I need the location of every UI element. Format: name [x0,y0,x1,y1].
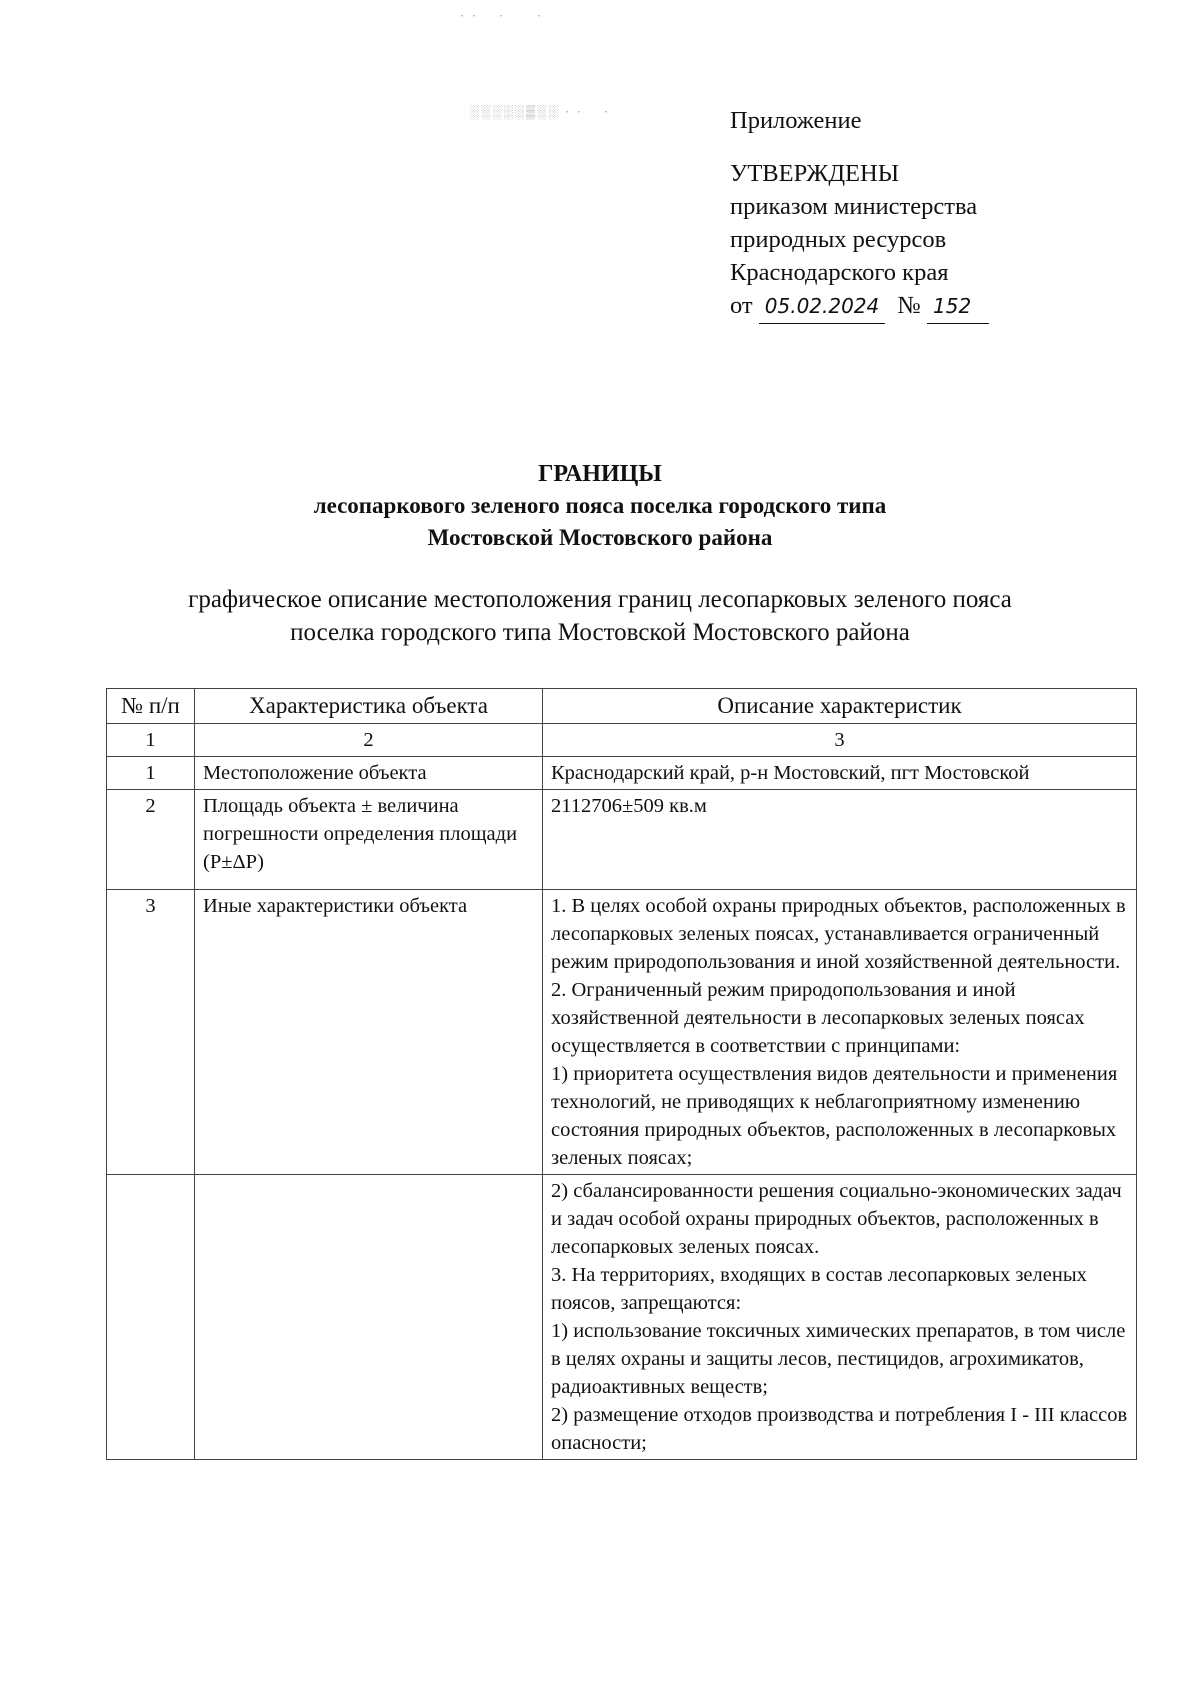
title-line-1: ГРАНИЦЫ [538,461,662,487]
index-cell: 2 [195,724,543,757]
row-description [543,890,1137,1175]
handwritten-date: 05.02.2024 [759,290,886,324]
index-cell: 1 [107,724,195,757]
number-prefix: № [897,292,921,319]
row-num [107,1175,195,1460]
row-num: 2 [107,790,195,890]
description-paragraph: 2. Ограниченный режим природопользования и иной хозяйственной деятельности в лесопарковых зеленых поясах осуществляется в соответствии с принципами: [551,979,1085,1057]
approval-date-line [730,289,989,324]
subtitle-line-1: графическое описание местоположения границ лесопарковых зеленого пояса [188,586,1012,613]
description-paragraph: 1) использование токсичных химических препаратов, в том числе в целях охраны и защиты лесов, пестицидов, агрохимикатов, радиоактивных веществ; [551,1320,1126,1398]
description-paragraph: 2112706±509 кв.м [551,795,707,817]
appendix-label: Приложение [730,107,862,134]
document-title [0,458,1200,554]
title-line-3: Мостовской Мостовского района [427,525,773,550]
title-line-2: лесопаркового зеленого пояса поселка городского типа [313,493,887,518]
row-description [543,1175,1137,1460]
description-paragraph: Краснодарский край, р-н Мостовский, пгт Мостовской [551,762,1030,784]
document-subtitle [0,583,1200,649]
subtitle-line-2: поселка городского типа Мостовской Мостовского района [290,619,910,646]
approval-block [730,104,989,324]
approval-line-2: природных ресурсов [730,226,947,253]
approval-line-3: Краснодарского края [730,259,949,286]
header-description: Описание характеристик [543,689,1137,724]
description-paragraph: 1. В целях особой охраны природных объектов, расположенных в лесопарковых зеленых поясах, устанавливается ограниченный режим природопользования и иной хозяйственной деятельности. [551,895,1126,973]
row-feature: Иные характеристики объекта [195,890,543,1175]
row-description [543,757,1137,790]
table-row [107,1175,1137,1460]
table-row [107,757,1137,790]
description-paragraph: 2) сбалансированности решения социально-экономических задач и задач особой охраны природных объектов, расположенных в лесопарковых зеленых поясах. [551,1180,1122,1258]
header-num: № п/п [107,689,195,724]
column-index-row [107,724,1137,757]
table-row [107,790,1137,890]
row-feature: Площадь объекта ± величина погрешности определения площади (P±ΔP) [195,790,543,890]
date-prefix: от [730,292,753,319]
row-num: 1 [107,757,195,790]
row-feature: Местоположение объекта [195,757,543,790]
description-paragraph: 1) приоритета осуществления видов деятельности и применения технологий, не приводящих к неблагоприятному изменению состояния природных объектов, расположенных в лесопарковых зеленых поясах; [551,1063,1118,1169]
table-header-row [107,689,1137,724]
header-feature: Характеристика объекта [195,689,543,724]
description-paragraph: 2) размещение отходов производства и потребления I - III классов опасности; [551,1404,1128,1454]
row-description [543,790,1137,890]
table-row [107,890,1137,1175]
characteristics-table [106,688,1137,1460]
scan-mark-top: · · · · [460,8,544,23]
row-feature [195,1175,543,1460]
approval-line-1: приказом министерства [730,193,978,220]
scan-mark-stamp: ░░░░░▒░░ · · · [470,104,611,119]
index-cell: 3 [543,724,1137,757]
handwritten-number: 152 [927,290,989,324]
description-paragraph: 3. На территориях, входящих в состав лесопарковых зеленых поясов, запрещаются: [551,1264,1087,1314]
row-num: 3 [107,890,195,1175]
approved-label: УТВЕРЖДЕНЫ [730,160,900,187]
